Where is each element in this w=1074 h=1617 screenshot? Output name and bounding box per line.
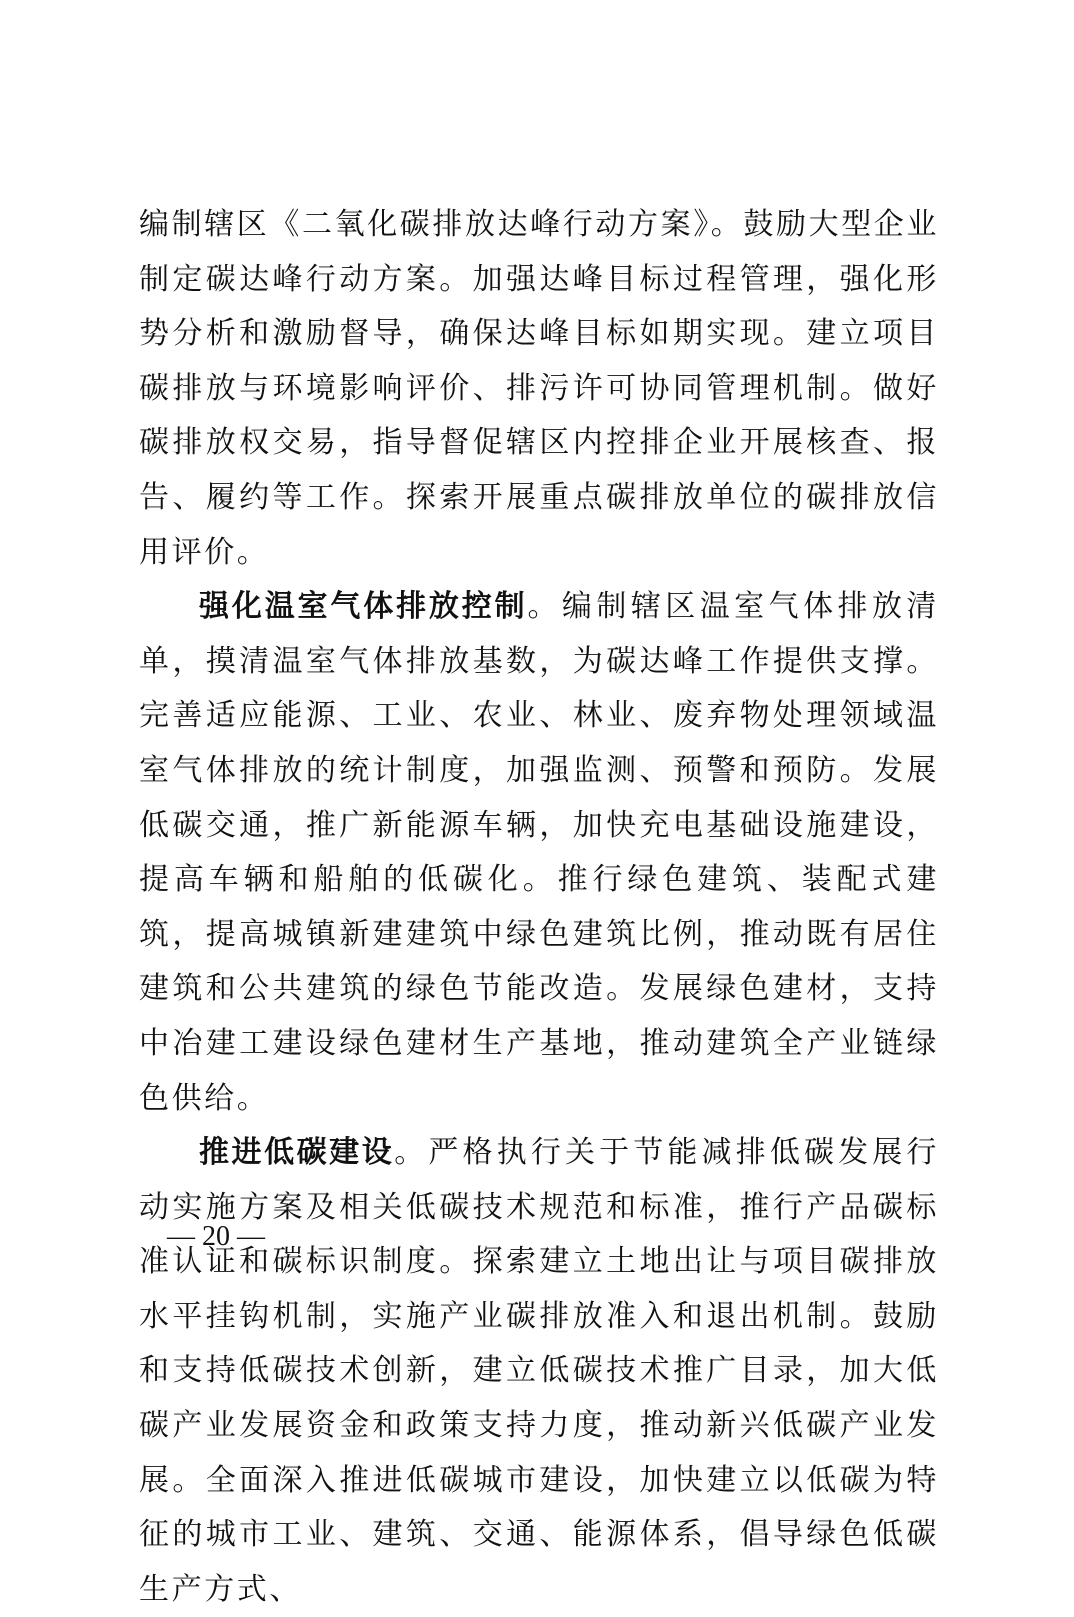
- paragraph-text: 。编制辖区温室气体排放清单，摸清温室气体排放基数，为碳达峰工作提供支撑。完善适应能源、工业、农业、林业、废弃物处理领域温室气体排放的统计制度，加强监测、预警和预防。发展低碳交通，推广新能源车辆，加快充电基础设施建设，提高车辆和船舶的低碳化。推行绿色建筑、装配式建筑，提高城镇新建建筑中绿色建筑比例，推动既有居住建筑和公共建筑的绿色节能改造。发展绿色建材，支持中冶建工建设绿色建材生产基地，推动建筑全产业链绿色供给。: [139, 589, 940, 1116]
- paragraph-carbon-peak-plan: [139, 198, 939, 580]
- document-body: [139, 198, 939, 1617]
- paragraph-low-carbon-construction: [139, 1126, 939, 1617]
- paragraph-lead: 强化温室气体排放控制: [199, 589, 528, 625]
- paragraph-text: 编制辖区《二氧化碳排放达峰行动方案》。鼓励大型企业制定碳达峰行动方案。加强达峰目标过程管理，强化形势分析和激励督导，确保达峰目标如期实现。建立项目碳排放与环境影响评价、排污许可协同管理机制。做好碳排放权交易，指导督促辖区内控排企业开展核查、报告、履约等工作。探索开展重点碳排放单位的碳排放信用评价。: [139, 207, 939, 570]
- page-number: — 20 —: [167, 1221, 265, 1252]
- paragraph-greenhouse-gas-control: [139, 580, 939, 1126]
- paragraph-text: 。严格执行关于节能减排低碳发展行动实施方案及相关低碳技术规范和标准，推行产品碳标准认证和碳标识制度。探索建立土地出让与项目碳排放水平挂钩机制，实施产业碳排放准入和退出机制。鼓励和支持低碳技术创新，建立低碳技术推广目录，加大低碳产业发展资金和政策支持力度，推动新兴低碳产业发展。全面深入推进低碳城市建设，加快建立以低碳为特征的城市工业、建筑、交通、能源体系，倡导绿色低碳生产方式、: [139, 1135, 940, 1607]
- paragraph-lead: 推进低碳建设: [199, 1135, 395, 1171]
